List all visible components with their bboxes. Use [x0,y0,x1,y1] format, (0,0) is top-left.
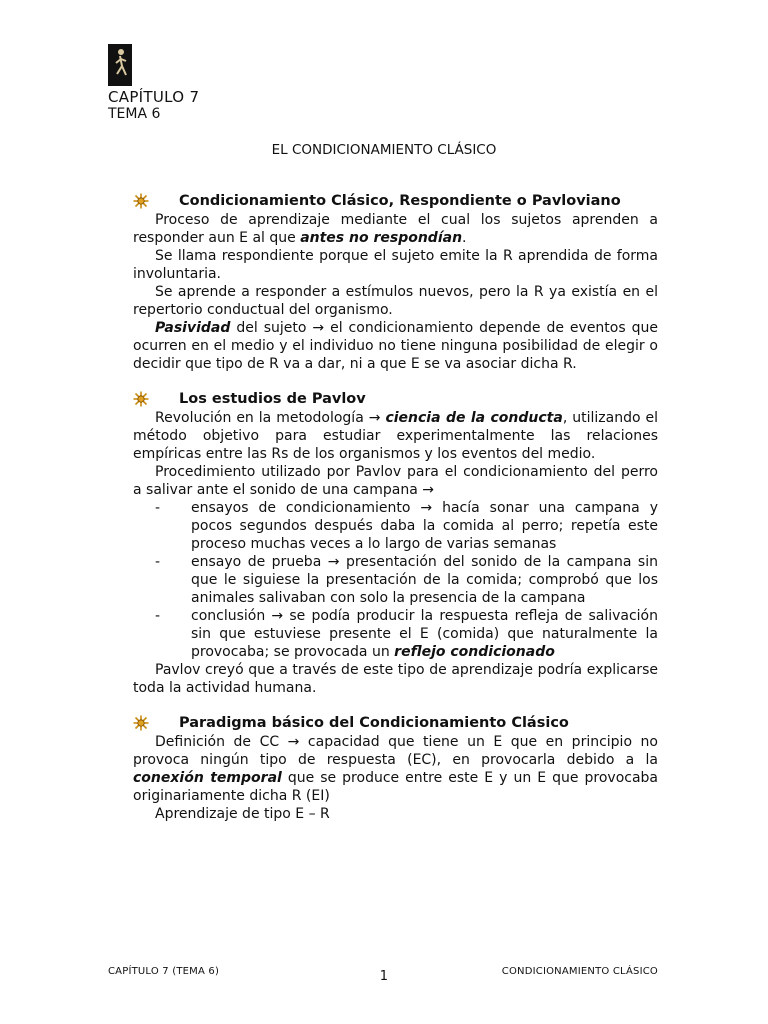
sun-star-icon [133,715,149,731]
footer-right: CONDICIONAMIENTO CLÁSICO [501,966,658,977]
paragraph: Procedimiento utilizado por Pavlov para el condicionamiento del perro a salivar ante el sonido de una campana → [133,464,658,498]
page-number: 1 [379,969,389,984]
section-heading: Paradigma básico del Condicionamiento Clásico [133,714,658,732]
section-condicionamiento [133,192,658,373]
page-title: EL CONDICIONAMIENTO CLÁSICO [271,142,497,158]
sun-star-icon [133,193,149,209]
paragraph: Aprendizaje de tipo E – R [155,806,330,822]
sun-star-icon [133,391,149,407]
document-body [133,192,658,823]
section-heading: Condicionamiento Clásico, Respondiente o Pavloviano [133,192,658,210]
list-item: - ensayos de condicionamiento → hacía sonar una campana y pocos segundos después daba la comida al perro; repetía este proceso muchas veces a lo largo de varias semanas [155,500,658,552]
section-heading: Los estudios de Pavlov [133,390,658,408]
paragraph: Proceso de aprendizaje mediante el cual los sujetos aprenden a responder aun E al que antes no respondían. [133,212,658,246]
list-item: - conclusión → se podía producir la respuesta refleja de salivación sin que estuviese presente el E (comida) que naturalmente la provocaba; se provocada un reflejo condicionado [155,608,658,660]
chapter-label: CAPÍTULO 7 [108,88,200,106]
section-pavlov [133,390,658,697]
procedure-list [133,499,658,661]
paragraph: Se llama respondiente porque el sujeto emite la R aprendida de forma involuntaria. [133,248,658,282]
topic-label: TEMA 6 [108,106,161,122]
paragraph: Revolución en la metodología → ciencia de la conducta, utilizando el método objetivo para estudiar experimentalmente las relaciones empíricas entre las Rs de los organismos y los eventos del medio. [133,410,658,462]
paragraph: Pavlov creyó que a través de este tipo de aprendizaje podría explicarse toda la actividad humana. [133,662,658,696]
paragraph: Se aprende a responder a estímulos nuevos, pero la R ya existía en el repertorio conductual del organismo. [133,284,658,318]
paragraph: Definición de CC → capacidad que tiene un E que en principio no provoca ningún tipo de respuesta (EC), en provocarla debido a la conexión temporal que se produce entre este E y un E que provocaba originariamente dicha R (EI) [133,734,658,804]
paragraph: Pasividad del sujeto → el condicionamiento depende de eventos que ocurren en el medio y el individuo no tiene ninguna posibilidad de elegir o decidir que tipo de R va a dar, ni a que E se va asociar dicha R. [133,320,658,372]
list-item: - ensayo de prueba → presentación del sonido de la campana sin que le siguiese la presentación de la comida; comprobó que los animales salivaban con solo la presencia de la campana [155,554,658,606]
section-paradigma [133,714,658,823]
logo-icon [108,44,132,86]
footer-left: CAPÍTULO 7 (TEMA 6) [108,966,220,977]
